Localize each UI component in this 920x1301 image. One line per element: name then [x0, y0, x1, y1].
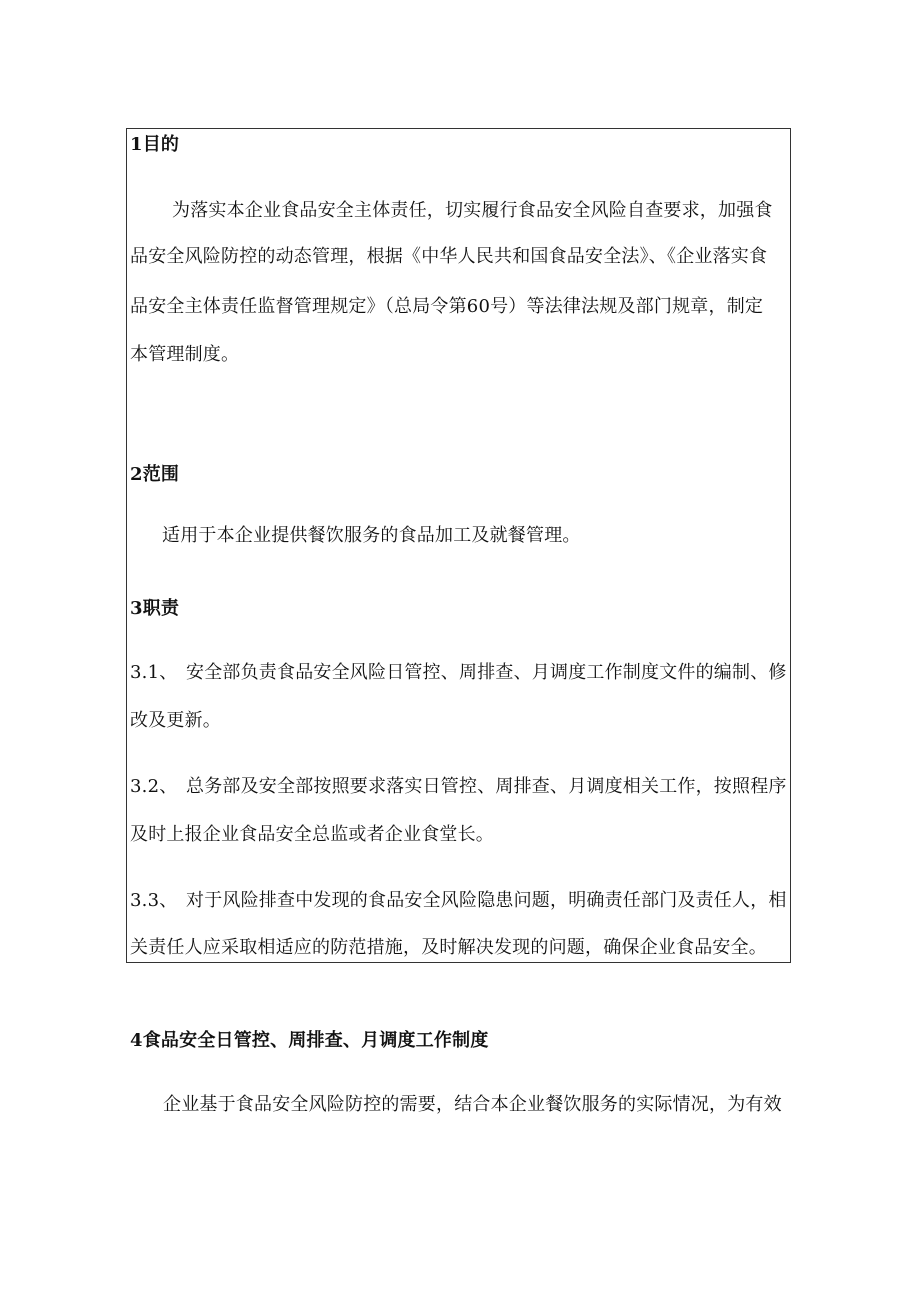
section-4-heading: 4食品安全日管控、周排查、月调度工作制度 [130, 1030, 489, 1051]
duty-item-2-line-1 [130, 776, 787, 798]
section-1-heading: 1目的 [130, 134, 180, 155]
duty-item-3-line-1 [130, 890, 787, 912]
duty-item-1-line-2: 改及更新。 [130, 710, 221, 731]
duty-item-1-line-1 [130, 662, 787, 684]
section-4-paragraph-line-1: 企业基于食品安全风险防控的需要，结合本企业餐饮服务的实际情况，为有效 [163, 1094, 782, 1115]
duty-item-2-number: 3.2、 [130, 776, 178, 797]
duty-item-1-number: 3.1、 [130, 662, 178, 683]
section-1-paragraph-line-2: 品安全风险防控的动态管理，根据《中华人民共和国食品安全法》、《企业落实食 [130, 246, 768, 267]
section-1-paragraph-line-1: 为落实本企业食品安全主体责任，切实履行食品安全风险自查要求，加强食 [172, 200, 773, 221]
duty-item-2-line-2: 及时上报企业食品安全总监或者企业食堂长。 [130, 824, 494, 845]
duty-item-3-number: 3.3、 [130, 890, 178, 911]
duty-item-3-line-2: 关责任人应采取相适应的防范措施，及时解决发现的问题，确保企业食品安全。 [130, 937, 767, 958]
section-3-heading: 3职责 [130, 598, 180, 619]
duty-item-3-text: 对于风险排查中发现的食品安全风险隐患问题，明确责任部门及责任人，相 [186, 890, 787, 911]
section-2-paragraph: 适用于本企业提供餐饮服务的食品加工及就餐管理。 [162, 525, 581, 546]
section-2-heading: 2范围 [130, 464, 180, 485]
section-1-paragraph-line-4: 本管理制度。 [130, 344, 240, 365]
duty-item-2-text: 总务部及安全部按照要求落实日管控、周排查、月调度相关工作，按照程序 [186, 776, 787, 797]
section-1-paragraph-line-3: 品安全主体责任监督管理规定》（总局令第60号）等法律法规及部门规章，制定 [130, 296, 764, 317]
duty-item-1-text: 安全部负责食品安全风险日管控、周排查、月调度工作制度文件的编制、修 [186, 662, 787, 683]
